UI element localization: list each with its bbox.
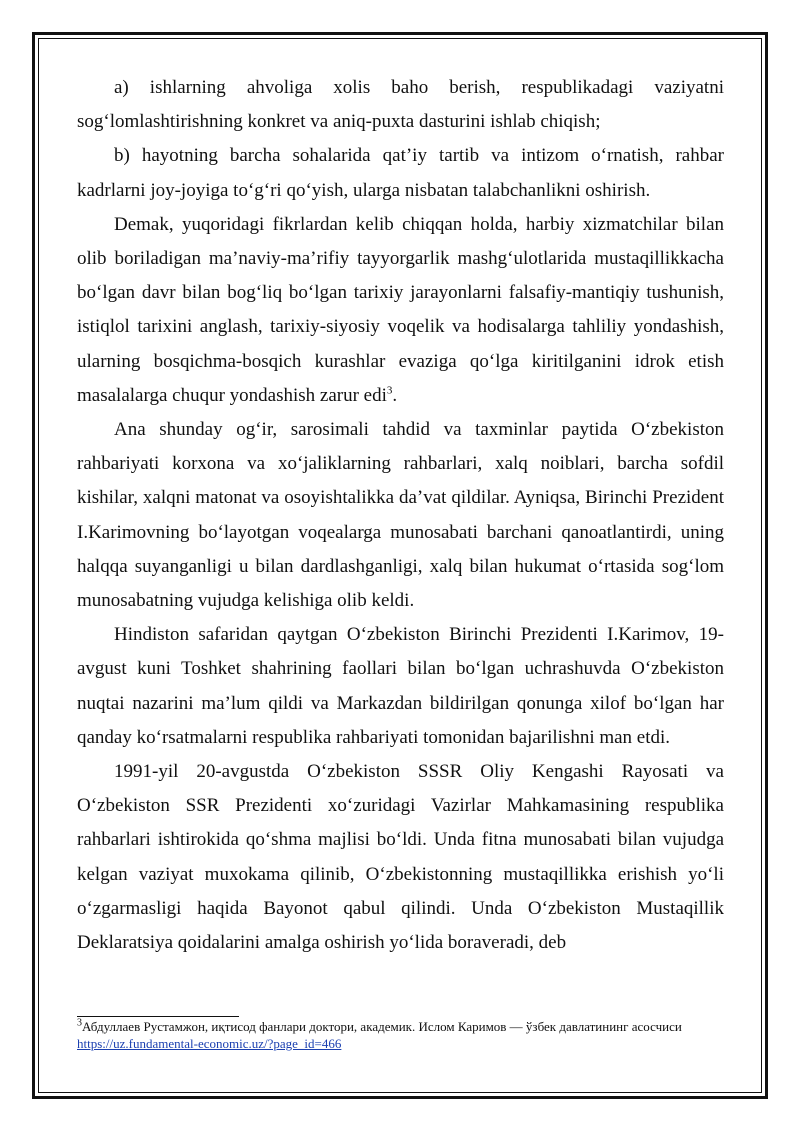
footnote-separator (77, 1016, 239, 1017)
paragraph-b: b) hayotning barcha sohalarida qat’iy tartib va intizom o‘rnatish, rahbar kadrlarni joy-joyiga to‘g‘ri qo‘yish, ularga nisbatan talabchanlikni oshirish. (77, 145, 724, 201)
footnote-text: Абдуллаев Рустамжон, иқтисод фанлари доктори, академик. Ислом Каримов — ўзбек давлатининг асосчиси (82, 1019, 682, 1034)
footnote-reference[interactable]: 3 (386, 384, 393, 397)
paragraph-ana-shunday: Ana shunday og‘ir, sarosimali tahdid va taxminlar paytida O‘zbekiston rahbariyati korxona va xo‘jaliklarning rahbarlari, xalq noiblari, barcha sofdil kishilar, xalqni matonat va osoyishtalikka da’vat qildilar. Ayniqsa, Birinchi Prezident I.Karimovning bo‘layotgan voqealarga munosabati barchani qanoatlantirdi, uning halqqa suyanganligi u bilan dardlashganligi, xalq bilan hukumat o‘rtasida sog‘lom munosabatning vujudga kelishiga olib keldi. (77, 419, 724, 612)
paragraph-1991: 1991-yil 20-avgustda O‘zbekiston SSSR Oliy Kengashi Rayosati va O‘zbekiston SSR Prezidenti xo‘zuridagi Vazirlar Mahkamasining respublika rahbarlari ishtirokida qo‘shma majlisi bo‘ldi. Unda fitna munosabati bilan vujudga kelgan vaziyat muxokama qilinib, O‘zbekistonning mustaqillikka erishish yo‘li o‘zgarmasligi haqida Bayonot qabul qilindi. Unda O‘zbekiston Mustaqillik Deklaratsiya qoidalarini amalga oshirish yo‘lida boraveradi, deb (77, 761, 724, 954)
paragraph-demak: Demak, yuqoridagi fikrlardan kelib chiqqan holda, harbiy xizmatchilar bilan olib boriladigan ma’naviy-ma’rifiy tayyorgarlik mashg‘ulotlarida mustaqillikkacha bo‘lgan davr bilan bog‘liq bo‘lgan tarixiy jarayonlarni falsafiy-mantiqiy tushunish, istiqlol tarixini anglash, tarixiy-siyosiy voqelik va hodisalarga tahliliy yondashish, ularning bosqichma-bosqich kurashlar evaziga qo‘lga kiritilganini idrok etish masalalarga chuqur yondashish zarur edi$^3$. (77, 213, 724, 406)
main-text (77, 71, 724, 960)
paragraph-a: a) ishlarning ahvoliga xolis baho berish, respublikadagi vaziyatni sog‘lomlashtirishning konkret va aniq-puxta dasturini ishlab chiqish; (77, 77, 724, 133)
footnote (77, 1018, 727, 1052)
footnote-link[interactable]: https://uz.fundamental-economic.uz/?page_id=466 (77, 1036, 342, 1051)
footnote-mark: 3 (77, 1017, 82, 1029)
paragraph-hindiston: Hindiston safaridan qaytgan O‘zbekiston Birinchi Prezidenti I.Karimov, 19-avgust kuni Toshket shahrining faollari bilan bo‘lgan uchrashuvda O‘zbekiston nuqtai nazarini ma’lum qildi va Markazdan bildirilgan qonunga xilof bo‘lgan har qanday ko‘rsatmalarni respublika rahbariyati tomonidan bajarilishni man etdi. (77, 624, 724, 748)
